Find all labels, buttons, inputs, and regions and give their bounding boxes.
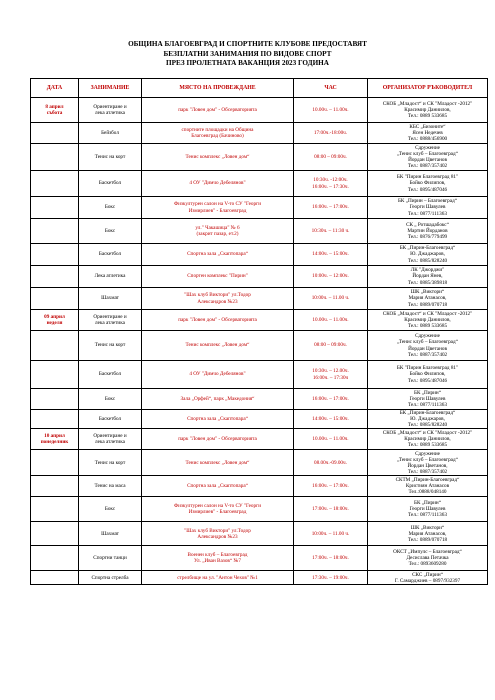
cell-line: 08.00ч.-09.00ч. [314, 459, 347, 466]
date-cell [31, 497, 79, 522]
organizer-cell [368, 410, 488, 429]
cell-line: БК "Пирин Благоевград 81" [396, 365, 459, 372]
table-row [31, 450, 488, 476]
cell-line: ШК „Виктори“ [410, 289, 445, 296]
cell-line: Сдружение [415, 450, 440, 457]
cell-line: 10.00ч. – 11.00ч. [312, 436, 349, 443]
cell-line: Тел.: 0876/779499 [407, 234, 448, 241]
cell-line: БК „Пирин“ [413, 389, 441, 396]
cell-line: Бокс [104, 227, 116, 234]
cell-line: Тел.: 0889 533685 [407, 442, 448, 449]
cell-line: 10.00ч. – 11.00ч. [312, 316, 349, 323]
time-cell [294, 546, 368, 571]
organizer-cell [368, 571, 488, 585]
cell-line: СКС „Пирин“ [412, 571, 443, 578]
place-cell [142, 171, 294, 197]
date-cell [31, 476, 79, 497]
organizer-cell [368, 429, 488, 450]
cell-line: Йордан Цветанов [408, 157, 447, 163]
time-cell [294, 288, 368, 310]
cell-line: Спортни танци [93, 555, 127, 562]
column-header-date: ДАТА [31, 79, 79, 98]
place-cell [142, 266, 294, 288]
cell-line: Тенис на корт [94, 342, 126, 349]
date-cell [31, 197, 79, 219]
place-cell [142, 450, 294, 476]
cell-line: Кристиян Атанасов [405, 483, 450, 490]
cell-line: стрелбище на ул. "Антон Чехов" №1 [177, 574, 258, 581]
activity-cell [79, 98, 142, 123]
cell-line: СКОБ „Младост“ и СК "Младост -2012" [382, 430, 473, 437]
organizer-cell [368, 288, 488, 310]
cell-line: 17:00ч. – 18:00ч. [312, 506, 349, 513]
time-cell [294, 410, 368, 429]
cell-line: Спортна зала „Скаптопара“ [187, 416, 248, 423]
cell-line: „Тенис клуб – Благоевград“ [397, 339, 458, 346]
organizer-cell [368, 98, 488, 123]
activity-cell [79, 288, 142, 310]
cell-line: Георги Шавулев [409, 506, 446, 513]
cell-line: Военен клуб – Благоевград [187, 552, 248, 559]
cell-line: Тел.: 0888/456900 [407, 136, 448, 143]
cell-line: ЛК "Джорджи" [410, 267, 445, 274]
table-row [31, 522, 488, 546]
cell-line: „Тенис клуб – Благоевград“ [397, 150, 458, 157]
cell-line: Бойко Филипов, [409, 371, 446, 378]
date-cell [31, 171, 79, 197]
cell-line: Благоевград (Бачиново) [191, 133, 244, 139]
activity-cell [79, 571, 142, 585]
activity-cell [79, 144, 142, 171]
schedule-body [31, 98, 488, 585]
place-cell [142, 361, 294, 389]
organizer-cell [368, 244, 488, 266]
place-cell [142, 310, 294, 331]
cell-line: 10:30ч. – 12.00ч. [312, 368, 349, 375]
cell-line: Тел.: 0877/111363 [408, 402, 447, 409]
table-row [31, 546, 488, 571]
cell-line: 10:30ч. -12:00ч. [313, 177, 348, 184]
cell-line: Красимир Даниилов, [404, 436, 451, 443]
date-cell [31, 546, 79, 571]
table-row [31, 98, 488, 123]
cell-line: Шахмат [101, 530, 119, 537]
cell-line: ШК „Виктори“ [410, 524, 445, 531]
place-cell [142, 98, 294, 123]
cell-line: парк "Ловен дом" - Обсерваторията [178, 436, 257, 443]
organizer-cell [368, 450, 488, 476]
table-row [31, 171, 488, 197]
cell-line: 17:00ч. – 18:00ч. [312, 555, 349, 562]
date-cell [31, 361, 79, 389]
cell-line: Йордан Цветанов [408, 345, 447, 352]
time-cell [294, 123, 368, 144]
cell-line: Йордан Цветанов, [407, 462, 448, 469]
cell-line: Сдружение [415, 333, 440, 340]
cell-line: 4 ОУ "Димчо Дебелянов" [189, 180, 246, 187]
date-cell [31, 429, 79, 450]
time-cell [294, 310, 368, 331]
cell-line: Лека атлетика [94, 273, 126, 280]
place-cell [142, 219, 294, 244]
activity-cell [79, 266, 142, 288]
table-row [31, 197, 488, 219]
time-cell [294, 244, 368, 266]
cell-line: БК "Пирин Благоевград 81" [396, 174, 459, 181]
place-cell [142, 429, 294, 450]
organizer-cell [368, 546, 488, 571]
cell-line: Тел.: 0885/828240 [407, 422, 448, 429]
cell-line: Измирлиев" - Благоевград [188, 207, 247, 214]
cell-line: 10:00ч. – 11.00 ч. [311, 530, 350, 537]
cell-line: 10.00ч. – 11.00ч. [312, 106, 349, 113]
cell-line: Тел.: 0889 533685 [407, 323, 448, 330]
date-cell [31, 522, 79, 546]
cell-line: лека атлетика [95, 439, 125, 446]
organizer-cell [368, 144, 488, 171]
cell-line: Тенис комплекс „Ловен дом“ [185, 342, 250, 349]
cell-line: БК „Пирин“ [413, 500, 441, 507]
time-cell [294, 522, 368, 546]
activity-cell [79, 522, 142, 546]
cell-line: "Шах клуб Виктори" ул.Тодор [184, 292, 251, 299]
activity-cell [79, 361, 142, 389]
activity-cell [79, 429, 142, 450]
date-cell [31, 331, 79, 361]
cell-line: Тел.: 0889 533685 [407, 113, 448, 120]
cell-line: Тел.: 0895/487046 [407, 186, 448, 193]
cell-line: Тел.: 0889/070718 [407, 536, 448, 543]
place-cell [142, 331, 294, 361]
cell-line: Георги Шавулев [409, 395, 446, 402]
cell-line: Красимир Даниилов, [404, 316, 451, 323]
time-cell [294, 571, 368, 585]
cell-line: Мария Атанасов, [408, 295, 447, 302]
cell-line: Измирлиев" - Благоевград [188, 509, 247, 516]
cell-line: Ориентиране и [93, 313, 127, 320]
organizer-cell [368, 389, 488, 410]
cell-line: парк "Ловен дом" - Обсерваторията [178, 106, 257, 113]
table-row [31, 497, 488, 522]
cell-line: СКОБ „Младост“ и СК "Младост -2012" [382, 310, 473, 317]
date-cell [31, 98, 79, 123]
activity-cell [79, 219, 142, 244]
cell-line: Александров №23 [197, 298, 238, 305]
header-line: БЕЗПЛАТНИ ЗАНИМАНИЯ ПО ВИДОВЕ СПОРТ [163, 49, 332, 58]
column-header-time: ЧАС [294, 79, 368, 98]
activity-cell [79, 389, 142, 410]
cell-line: Баскетбол [98, 371, 122, 378]
date-cell [31, 244, 79, 266]
organizer-cell [368, 361, 488, 389]
organizer-cell [368, 219, 488, 244]
time-cell [294, 197, 368, 219]
time-cell [294, 98, 368, 123]
time-cell [294, 266, 368, 288]
cell-line: Тел.: 0887/357402 [407, 468, 448, 475]
activity-cell [79, 546, 142, 571]
table-row [31, 244, 488, 266]
activity-cell [79, 410, 142, 429]
table-row [31, 219, 488, 244]
table-row [31, 389, 488, 410]
cell-line: Баскетбол [98, 251, 122, 258]
time-cell [294, 450, 368, 476]
cell-line: неделя [46, 320, 63, 326]
cell-line: Тел.: 0885/389818 [407, 279, 448, 286]
cell-line: Ясен Недечев [412, 129, 443, 136]
place-cell [142, 288, 294, 310]
place-cell [142, 522, 294, 546]
activity-cell [79, 450, 142, 476]
column-header-activity: ЗАНИМАНИЕ [79, 79, 142, 98]
cell-line: понеделник [40, 439, 69, 446]
cell-line: 16:00ч. – 17:00ч. [312, 395, 349, 402]
time-cell [294, 429, 368, 450]
cell-line: Тел.:0888/048140 [408, 489, 447, 496]
organizer-cell [368, 171, 488, 197]
cell-line: 17:30ч. – 19:00ч. [312, 574, 349, 581]
time-cell [294, 171, 368, 197]
date-cell [31, 450, 79, 476]
cell-line: Шахмат [101, 295, 119, 302]
activity-cell [79, 331, 142, 361]
cell-line: "Шах клуб Виктори" ул.Тодор [184, 527, 251, 534]
cell-line: Спортна зала „Скаптопара“ [187, 251, 248, 258]
place-cell [142, 197, 294, 219]
cell-line: парк "Ловен дом" - Обсерваторията [178, 316, 257, 323]
cell-line: Ориентиране и [93, 433, 127, 440]
cell-line: 10:00ч. – 12:00ч. [312, 273, 349, 280]
cell-line: Тел.: 0893609280 [408, 561, 447, 568]
cell-line: 17:00ч.-18:00ч. [313, 129, 348, 136]
place-cell [142, 410, 294, 429]
activity-cell [79, 123, 142, 144]
date-cell [31, 144, 79, 171]
cell-line: 16:00ч. – 17:30ч [312, 374, 349, 381]
cell-line: Мартин Йорданов [407, 227, 448, 234]
organizer-cell [368, 476, 488, 497]
date-cell [31, 288, 79, 310]
cell-line: Ю. Джаджаров, [410, 251, 445, 258]
cell-line: Йордан Янев, [412, 273, 443, 280]
organizer-cell [368, 497, 488, 522]
table-row [31, 476, 488, 497]
cell-line: „Тенис клуб – Благоевград“ [397, 456, 458, 463]
cell-line: Тенис на корт [94, 459, 126, 466]
schedule-table [30, 78, 488, 585]
cell-line: Ю. Джаджаров, [410, 416, 445, 423]
table-row [31, 331, 488, 361]
date-cell [31, 571, 79, 585]
cell-line: 16:00ч. – 17:00ч. [312, 483, 349, 490]
place-cell [142, 389, 294, 410]
place-cell [142, 144, 294, 171]
cell-line: СК „ Ротшадабокс“ [406, 221, 449, 228]
cell-line: спортните площадки на Община [181, 126, 254, 133]
cell-line: Бейзбол [101, 129, 119, 136]
place-cell [142, 476, 294, 497]
cell-line: Спортен комплекс "Пирин" [187, 273, 248, 280]
cell-line: Александров №23 [197, 533, 238, 540]
cell-line: 09 април [44, 313, 65, 320]
cell-line: 08:00 – 09:00ч. [314, 153, 347, 160]
cell-line: 10 април [44, 433, 65, 440]
table-row [31, 266, 488, 288]
date-cell [31, 389, 79, 410]
table-row [31, 310, 488, 331]
cell-line: Зала „Орфей“, парк „Македония“ [180, 395, 255, 402]
cell-line: Мария Атанасов, [408, 530, 447, 537]
date-cell [31, 410, 79, 429]
table-row [31, 571, 488, 585]
place-cell [142, 571, 294, 585]
cell-line: Тел.: 0895/487046 [407, 377, 448, 384]
date-cell [31, 219, 79, 244]
table-row [31, 361, 488, 389]
cell-line: Бойко Филипов, [409, 180, 446, 187]
cell-line: Тел.: 0887/357402 [407, 163, 448, 170]
cell-line: Сдружение [415, 144, 440, 151]
cell-line: БК „Пирин-Благоевград“ [399, 410, 456, 416]
cell-line: Тел.: 0877/111363 [408, 512, 447, 519]
cell-line: Ориентиране и [93, 103, 127, 110]
activity-cell [79, 497, 142, 522]
cell-line: ОКСТ „Импулс – Благоевград“ [393, 549, 462, 556]
cell-line: (закрит пазар, ет.2) [196, 231, 239, 237]
organizer-cell [368, 310, 488, 331]
cell-line: Бокс [104, 395, 116, 402]
cell-line: 4 ОУ "Димчо Дебелянов" [189, 371, 246, 378]
time-cell [294, 389, 368, 410]
cell-line: Тенис на корт [94, 153, 126, 160]
column-header-organizer: ОРГАНИЗАТОР РЪКОВОДИТЕЛ [368, 79, 488, 98]
cell-line: Баскетбол [98, 180, 122, 187]
cell-line: Тенис комплекс „Ловен дом“ [185, 153, 250, 160]
time-cell [294, 219, 368, 244]
cell-line: Г. Самарджиев – 0897/932397 [394, 577, 461, 584]
cell-line: 10:00ч. – 11.00 ч. [311, 295, 350, 302]
cell-line: лека атлетика [95, 110, 125, 116]
cell-line: Спортна зала „Скаптопара“ [187, 483, 248, 490]
activity-cell [79, 310, 142, 331]
cell-line: Бокс [104, 506, 116, 513]
time-cell [294, 331, 368, 361]
cell-line: ул." Чакашица" № 6 [195, 224, 240, 231]
organizer-cell [368, 331, 488, 361]
table-row [31, 123, 488, 144]
cell-line: Спортна стрелба [91, 574, 129, 581]
cell-line: СКТМ „Пирин-Благоевград“ [395, 477, 460, 484]
header-line: ОБЩИНА БЛАГОЕВГРАД И СПОРТНИТЕ КЛУБОВЕ ПРЕДОСТАВЯТ [128, 40, 367, 48]
cell-line: Ул. „Иван Вазов“ №7 [193, 558, 242, 565]
cell-line: 08:00 – 09:00ч. [314, 342, 347, 349]
table-header-row [31, 79, 488, 98]
activity-cell [79, 476, 142, 497]
cell-line: лека атлетика [95, 320, 125, 326]
cell-line: Физкултурен салон на V-то СУ "Георги [174, 503, 261, 510]
date-cell [31, 123, 79, 144]
cell-line: Красимир Даниилов, [404, 106, 451, 113]
activity-cell [79, 244, 142, 266]
column-header-place: МЯСТО НА ПРОВЕЖДАНЕ [142, 79, 294, 98]
place-cell [142, 546, 294, 571]
cell-line: 14:00ч. – 15:00ч. [312, 416, 349, 423]
cell-line: Тел.: 0887/357402 [407, 351, 448, 358]
cell-line: КБС „Бизоните“ [409, 123, 446, 130]
cell-line: Тел.: 0889/070718 [407, 301, 448, 308]
cell-line: Тенис на маса [94, 483, 126, 490]
table-row [31, 288, 488, 310]
organizer-cell [368, 266, 488, 288]
date-cell [31, 266, 79, 288]
cell-line: Физкултурен салон на V-то СУ "Георги [174, 201, 261, 208]
cell-line: БК „Пирин-Благоевград“ [399, 245, 456, 252]
cell-line: 8 април [45, 103, 64, 110]
document-header [0, 40, 495, 69]
cell-line: БК „Пирин – Благоевград“ [397, 198, 458, 205]
cell-line: 14:00ч. – 15:00ч. [312, 251, 349, 258]
place-cell [142, 123, 294, 144]
organizer-cell [368, 123, 488, 144]
cell-line: Бокс [104, 204, 116, 211]
cell-line: 10:30ч. – 11:30 ч. [311, 227, 350, 234]
header-line: ПРЕЗ ПРОЛЕТНАТА ВАКАНЦИЯ 2023 ГОДИНА [166, 59, 329, 67]
cell-line: Тенис комплекс „Ловен дом“ [185, 459, 250, 466]
cell-line: СКОБ „Младост“ и СК "Младост -2012" [382, 100, 473, 107]
place-cell [142, 497, 294, 522]
cell-line: събота [46, 110, 63, 116]
activity-cell [79, 171, 142, 197]
cell-line: Тел.: 0877/111363 [408, 210, 447, 217]
time-cell [294, 497, 368, 522]
table-row [31, 429, 488, 450]
table-row [31, 410, 488, 429]
table-row [31, 144, 488, 171]
cell-line: Георги Шавулев [409, 204, 446, 211]
cell-line: 16:00ч. – 17:00ч. [312, 204, 349, 211]
time-cell [294, 144, 368, 171]
time-cell [294, 476, 368, 497]
cell-line: Десислава Петачка [406, 555, 449, 562]
place-cell [142, 244, 294, 266]
cell-line: Баскетбол [98, 416, 122, 423]
cell-line: 16:00ч. – 17:30ч. [312, 183, 349, 190]
organizer-cell [368, 197, 488, 219]
organizer-cell [368, 522, 488, 546]
date-cell [31, 310, 79, 331]
cell-line: Тел.: 0885/828240 [407, 257, 448, 264]
activity-cell [79, 197, 142, 219]
time-cell [294, 361, 368, 389]
